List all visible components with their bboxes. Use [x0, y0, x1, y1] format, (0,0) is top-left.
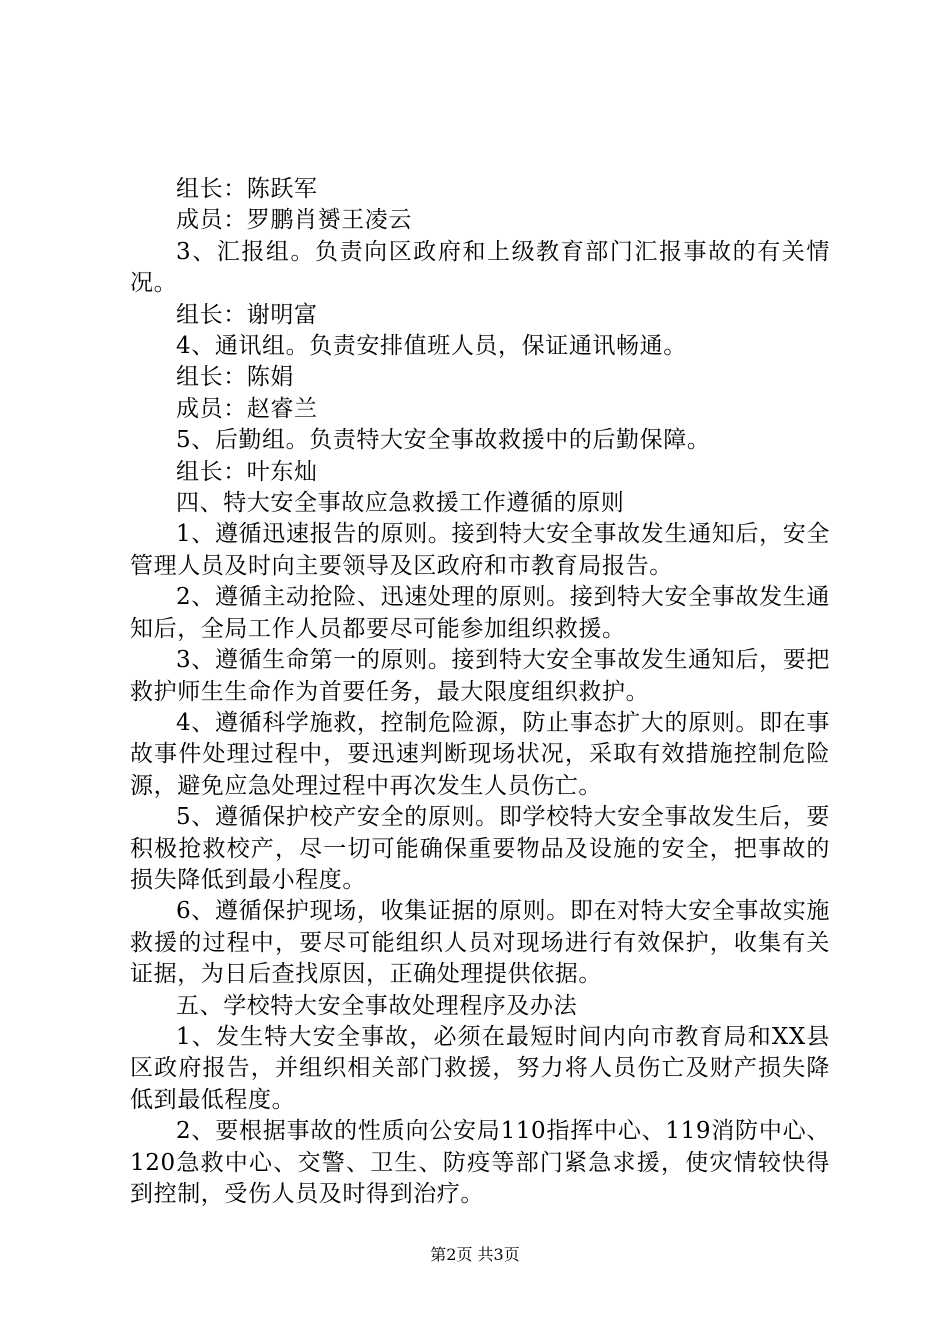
paragraph-members-2: 成员：赵睿兰	[176, 395, 318, 422]
paragraph-principle-4: 4、遵循科学施救，控制危险源，防止事态扩大的原则。即在事故事件处理过程中，要迅速判断现场状况，采取有效措施控制危险源，避免应急处理过程中再次发生人员伤亡。	[130, 709, 830, 799]
paragraph-communication-group: 4、通讯组。负责安排值班人员，保证通讯畅通。	[176, 333, 687, 360]
paragraph-principle-1: 1、遵循迅速报告的原则。接到特大安全事故发生通知后，安全管理人员及时向主要领导及区政府和市教育局报告。	[130, 521, 830, 579]
paragraph-leader-chen-yuejun: 组长：陈跃军	[176, 176, 318, 202]
paragraph-principle-6: 6、遵循保护现场，收集证据的原则。即在对特大安全事故实施救援的过程中，要尽可能组织人员对现场进行有效保护，收集有关证据，为日后查找原因，正确处理提供依据。	[130, 898, 830, 988]
section-heading-procedures: 五、学校特大安全事故处理程序及办法	[176, 992, 578, 1019]
paragraph-members-1: 成员：罗鹏肖赟王凌云	[176, 207, 412, 234]
paragraph-leader-xie-mingfu: 组长：谢明富	[176, 301, 318, 328]
paragraph-principle-2: 2、遵循主动抢险、迅速处理的原则。接到特大安全事故发生通知后，全局工作人员都要尽可能参加组织救援。	[130, 584, 830, 642]
page-number-footer: 第2页 共3页	[430, 1245, 520, 1264]
paragraph-principle-3: 3、遵循生命第一的原则。接到特大安全事故发生通知后，要把救护师生生命作为首要任务，最大限度组织救护。	[130, 647, 830, 705]
paragraph-procedure-1: 1、发生特大安全事故，必须在最短时间内向市教育局和XX县区政府报告，并组织相关部门救援，努力将人员伤亡及财产损失降低到最低程度。	[130, 1023, 830, 1113]
paragraph-principle-5: 5、遵循保护校产安全的原则。即学校特大安全事故发生后，要积极抢救校产，尽一切可能确保重要物品及设施的安全，把事故的损失降低到最小程度。	[130, 804, 830, 893]
paragraph-report-group: 3、汇报组。负责向区政府和上级教育部门汇报事故的有关情况。	[130, 238, 830, 297]
paragraph-leader-ye-dongcan: 组长：叶东灿	[176, 458, 318, 485]
paragraph-leader-chen-juan: 组长：陈娟	[176, 364, 294, 391]
paragraph-logistics-group: 5、后勤组。负责特大安全事故救援中的后勤保障。	[176, 427, 711, 454]
section-heading-principles: 四、特大安全事故应急救援工作遵循的原则	[176, 490, 625, 517]
document-body	[130, 174, 830, 1210]
paragraph-procedure-2: 2、要根据事故的性质向公安局110指挥中心、119消防中心、120急救中心、交警、卫生、防疫等部门紧急求援，使灾情较快得到控制，受伤人员及时得到治疗。	[130, 1118, 830, 1207]
